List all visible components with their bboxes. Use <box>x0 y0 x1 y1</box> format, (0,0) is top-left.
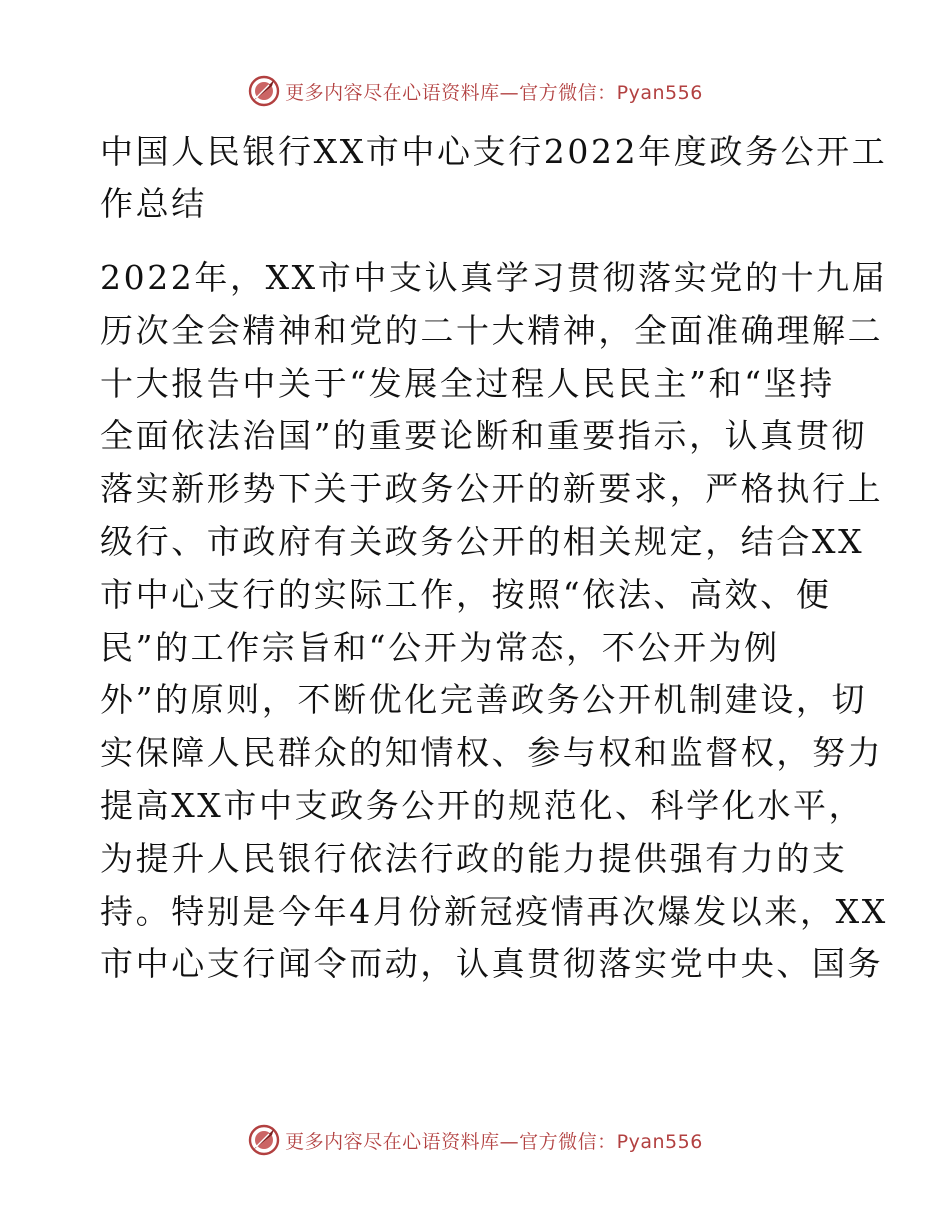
red-quill-seal-icon <box>247 74 281 108</box>
header-watermark <box>0 71 950 111</box>
footer-watermark <box>0 1120 950 1160</box>
title-line: 中国人民银行XX市中心支行2022年度政务公开工 <box>100 132 888 171</box>
body-line: 为提升人民银行依法行政的能力提供强有力的支 <box>100 838 848 878</box>
watermark-text: 更多内容尽在心语资料库—官方微信：Pyan556 <box>285 81 703 104</box>
body-line: 市中心支行的实际工作，按照“依法、高效、便 <box>100 574 832 614</box>
body-line: 2022年，XX市中支认真学习贯彻落实党的十九届 <box>100 258 888 297</box>
body-line: 历次全会精神和党的二十大精神，全面准确理解二 <box>100 310 884 350</box>
body-line: 实保障人民群众的知情权、参与权和监督权，努力 <box>100 733 884 773</box>
body-line: 十大报告中关于“发展全过程人民民主”和“坚持 <box>100 363 835 403</box>
body-line: 级行、市政府有关政务公开的相关规定，结合XX <box>100 521 865 561</box>
red-quill-seal-icon <box>247 1123 281 1157</box>
body-line: 持。特别是今年4月份新冠疫情再次爆发以来，XX <box>100 891 888 931</box>
body-line: 提高XX市中支政务公开的规范化、科学化水平， <box>100 785 865 825</box>
title-line: 作总结 <box>100 184 207 223</box>
body-line: 市中心支行闻令而动，认真贯彻落实党中央、国务 <box>100 944 884 984</box>
document-body <box>100 252 888 991</box>
body-line: 落实新形势下关于政务公开的新要求，严格执行上 <box>100 469 884 509</box>
body-line: 全面依法治国”的重要论断和重要指示，认真贯彻 <box>100 416 868 456</box>
body-line: 外”的原则，不断优化完善政务公开机制建设，切 <box>100 680 868 720</box>
body-line: 民”的工作宗旨和“公开为常态，不公开为例 <box>100 627 780 667</box>
document-title <box>100 126 888 230</box>
watermark-text: 更多内容尽在心语资料库—官方微信：Pyan556 <box>285 1130 703 1153</box>
